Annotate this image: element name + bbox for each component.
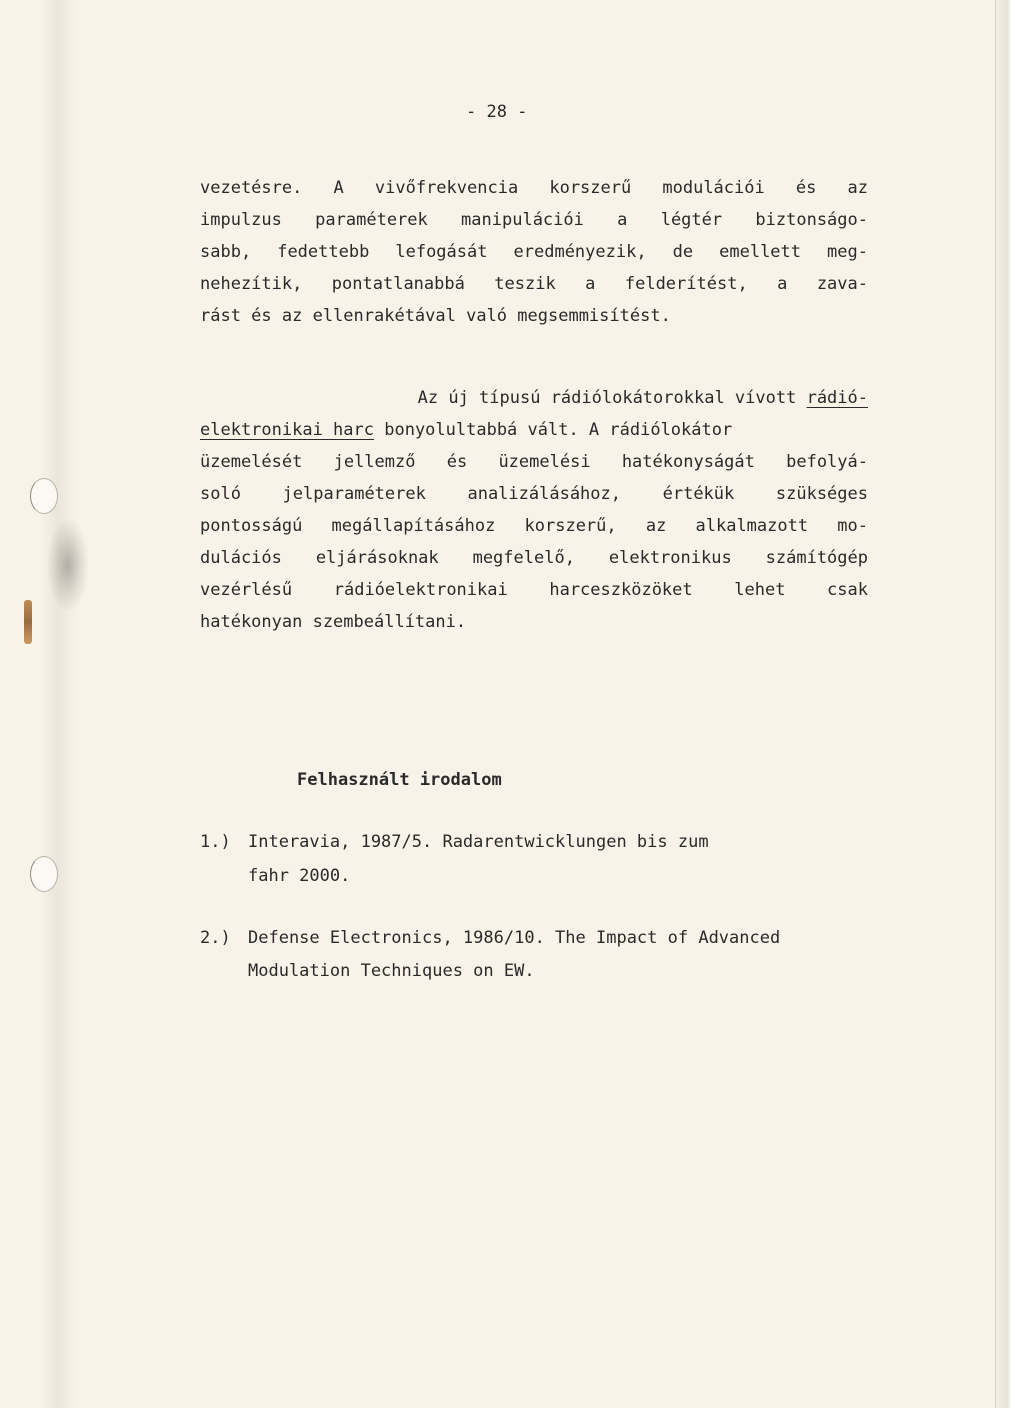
reference-text-line: Defense Electronics, 1986/10. The Impact of Advanced [248, 928, 781, 948]
paragraph-2-line: dulációs eljárásoknak megfelelő, elektronikus számítógép [200, 548, 868, 568]
punch-hole-lower [30, 856, 58, 892]
underlined-term-end: elektronikai harc [200, 420, 374, 440]
paragraph-2-first-line [297, 388, 868, 408]
reference-text-line: Interavia, 1987/5. Radarentwicklungen bis zum [248, 832, 709, 852]
paragraph-2-line1-text: Az új típusú rádiólokátorokkal vívott [417, 388, 807, 408]
paragraph-1-line: vezetésre. A vivőfrekvencia korszerű modulációi és az [200, 178, 868, 198]
paragraph-1-line: impulzus paraméterek manipulációi a légtér biztonságo- [200, 210, 868, 230]
scan-edge-blot [48, 520, 88, 610]
reference-text-line: fahr 2000. [248, 866, 351, 886]
underlined-term-start: rádió- [806, 388, 868, 408]
references-heading: Felhasznált irodalom [297, 770, 502, 790]
reference-number: 2.) [200, 928, 231, 948]
paragraph-1-line: rást és az ellenrakétával való megsemmisítést. [200, 306, 671, 326]
paragraph-2-line: vezérlésű rádióelektronikai harceszközöket lehet csak [200, 580, 868, 600]
page-number: - 28 - [466, 102, 528, 122]
paragraph-2-line2-text: bonyolultabbá vált. A rádiólokátor [374, 420, 733, 440]
paragraph-2-second-line [200, 420, 868, 440]
reference-text-line: Modulation Techniques on EW. [248, 961, 535, 981]
paragraph-2-line: hatékonyan szembeállítani. [200, 612, 467, 632]
paragraph-2-line: soló jelparaméterek analizálásához, értékük szükséges [200, 484, 868, 504]
paragraph-1-line: sabb, fedettebb lefogását eredményezik, de emellett meg- [200, 242, 868, 262]
reference-number: 1.) [200, 832, 231, 852]
paragraph-2-line: pontosságú megállapításához korszerű, az alkalmazott mo- [200, 516, 868, 536]
page-right-edge [995, 0, 1024, 1408]
paragraph-1-line: nehezítik, pontatlanabbá teszik a felderítést, a zava- [200, 274, 868, 294]
paragraph-2-line: üzemelését jellemző és üzemelési hatékonyságát befolyá- [200, 452, 868, 472]
punch-hole-upper [30, 478, 58, 514]
scan-edge-shadow [40, 0, 80, 1408]
rust-stain [24, 600, 32, 644]
